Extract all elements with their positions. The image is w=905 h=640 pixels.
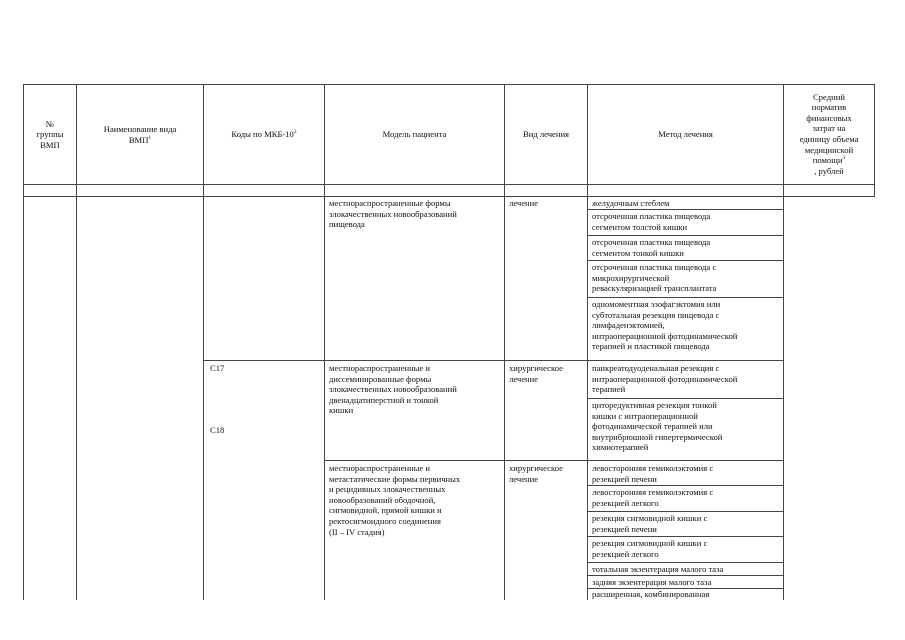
- text-line: метастатические формы первичных: [329, 473, 461, 484]
- block3-method-6: [592, 577, 782, 588]
- text-line: желудочным стеблем: [592, 198, 670, 208]
- block3-method-1: [592, 463, 782, 484]
- header-text: №: [45, 118, 55, 129]
- text-line: реваскуляризацией трансплантата: [592, 283, 717, 294]
- method-border: [587, 297, 784, 298]
- block1-method-2: [592, 211, 782, 232]
- block1-method-3: [592, 237, 782, 258]
- header-text: ВМП: [40, 139, 60, 150]
- block1-patient-model: [329, 198, 501, 230]
- text-line: сегментом тонкой кишки: [592, 247, 684, 258]
- text-line: внутрибрюшной гипертермической: [592, 431, 723, 442]
- block3-patient-model: [329, 463, 501, 537]
- text-line: интраоперационной фотодинамической: [592, 330, 738, 341]
- block3-method-7: [592, 589, 782, 600]
- header-text: финансовых: [806, 112, 852, 123]
- row-border: [203, 360, 784, 361]
- header-cost-norm: [784, 84, 874, 184]
- header-text: помощи$^3$: [812, 155, 846, 166]
- header-treatment-type: Вид лечения: [522, 129, 570, 140]
- block2-code-c17: C17: [210, 363, 225, 373]
- text-line: одномоментная эзофагэктомия или: [592, 299, 721, 309]
- method-border: [587, 485, 784, 486]
- header-text: ВМП$^1$: [128, 134, 152, 145]
- header-text: , рублей: [814, 165, 844, 176]
- text-line: злокачественных новообразований: [329, 384, 457, 395]
- text-line: резекцией печени: [592, 473, 657, 484]
- text-line: и рецидивных злокачественных: [329, 484, 446, 495]
- header-vmp-name: [77, 85, 203, 184]
- text-line: местнораспространенные и: [329, 463, 430, 473]
- text-line: лечение: [509, 373, 539, 384]
- text-line: расширенная, комбинированная: [592, 589, 710, 599]
- text-line: (II – IV стадия): [329, 526, 385, 537]
- block1-treatment-type: лечение: [509, 198, 539, 208]
- method-border: [587, 398, 784, 399]
- header-text: единицу объема: [799, 134, 859, 144]
- block1-method-5: [592, 299, 782, 352]
- method-border: [587, 209, 784, 210]
- header-text: медицинской: [804, 144, 854, 155]
- text-line: кишки с интраоперационной: [592, 410, 698, 421]
- text-line: химиотерапией: [592, 442, 649, 453]
- text-line: хирургическое: [509, 463, 563, 473]
- block3-method-2: [592, 487, 782, 508]
- text-line: левосторонняя гемиколэктомия с: [592, 463, 714, 473]
- text-line: пищевода: [329, 219, 365, 230]
- block3-method-5: [592, 564, 782, 575]
- spacer-row-border: [23, 196, 875, 197]
- col-border: [874, 84, 875, 197]
- header-text: Средний: [813, 91, 845, 102]
- text-line: микрохирургической: [592, 272, 670, 283]
- header-text: группы: [36, 129, 64, 140]
- text-line: резекция сигмовидной кишки с: [592, 513, 708, 523]
- block2-treatment-type: [509, 363, 563, 384]
- text-line: терапией и пластикой пищевода: [592, 341, 710, 352]
- text-line: отсроченная пластика пищевода с: [592, 262, 717, 272]
- header-icd-codes: Коды по МКБ-$10^2$: [231, 129, 297, 140]
- header-patient-model: Модель пациента: [382, 129, 447, 140]
- block2-method-2: [592, 400, 782, 453]
- text-line: сигмовидной, прямой кишки и: [329, 505, 442, 516]
- header-text: Наименование вида: [103, 123, 177, 134]
- text-line: левосторонняя гемиколэктомия с: [592, 487, 714, 497]
- text-line: новообразований ободочной,: [329, 494, 436, 505]
- header-bottom-border: [23, 184, 875, 185]
- method-border: [587, 536, 784, 537]
- text-line: диссеминированные формы: [329, 373, 432, 384]
- block1-method-4: [592, 262, 782, 294]
- method-border: [587, 511, 784, 512]
- block2-code-c18: C18: [210, 425, 225, 435]
- text-line: хирургическое: [509, 363, 563, 373]
- text-line: отсроченная пластика пищевода: [592, 211, 711, 221]
- text-line: интраоперационной фотодинамической: [592, 373, 738, 384]
- text-line: терапией: [592, 384, 626, 395]
- block3-treatment-type: [509, 463, 563, 484]
- method-border: [587, 260, 784, 261]
- header-text: затрат на: [812, 123, 846, 134]
- method-border: [587, 575, 784, 576]
- text-line: злокачественных новообразований: [329, 208, 457, 219]
- text-line: резекция сигмовидной кишки с: [592, 538, 708, 548]
- text-line: задняя экзентерация малого таза: [592, 577, 712, 587]
- row-border: [324, 460, 784, 461]
- text-line: резекцией легкого: [592, 497, 659, 508]
- text-line: ректосигмоидного соединения: [329, 515, 441, 526]
- text-line: субтотальная резекция пищевода с: [592, 309, 720, 320]
- text-line: лимфаденэктомией,: [592, 320, 665, 331]
- text-line: отсроченная пластика пищевода: [592, 237, 711, 247]
- text-line: фотодинамической терапией или: [592, 421, 713, 432]
- text-line: местнораспространенные и: [329, 363, 430, 373]
- method-border: [587, 562, 784, 563]
- text-line: тотальная экзентерация малого таза: [592, 564, 724, 574]
- text-line: панкреатодуоденальная резекция с: [592, 363, 720, 373]
- text-line: резекцией печени: [592, 523, 657, 534]
- block2-method-1: [592, 363, 782, 395]
- text-line: лечение: [509, 473, 539, 484]
- text-line: двенадцатиперстной и тонкой: [329, 394, 439, 405]
- block3-method-4: [592, 538, 782, 559]
- text-line: резекцией легкого: [592, 548, 659, 559]
- text-line: сегментом толстой кишки: [592, 221, 688, 232]
- text-line: кишки: [329, 405, 354, 416]
- text-line: циторедуктивная резекция тонкой: [592, 400, 717, 410]
- block2-patient-model: [329, 363, 501, 416]
- block3-method-3: [592, 513, 782, 534]
- text-line: местнораспространенные формы: [329, 198, 451, 208]
- block1-method-1: [592, 198, 782, 209]
- header-group-no: [24, 85, 76, 184]
- header-text: норматив: [811, 102, 847, 113]
- header-treatment-method: Метод лечения: [658, 129, 713, 140]
- method-border: [587, 235, 784, 236]
